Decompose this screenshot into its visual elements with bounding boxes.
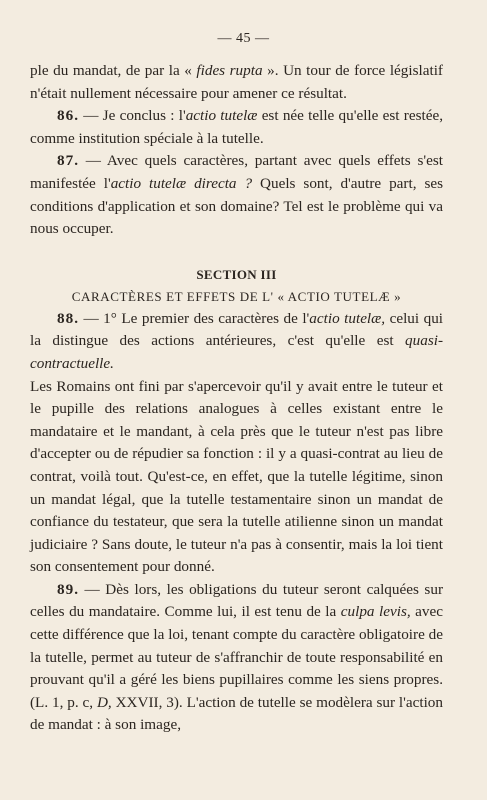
- text-run: avec cette différence que la loi, tenant compte du caractère obligatoire de la tutelle, permet au tuteur de s'affranchir de toute responsabilité en prouvant qu'il a géré les biens pupillaires comme les siens propres. (L. 1, p. c,: [30, 603, 443, 711]
- text-run: — Avec quels caractères, partant avec quels effets s'est manifestée l': [30, 152, 443, 192]
- paragraph-88-continued: Les Romains ont fini par s'apercevoir qu'il y avait entre le tuteur et le pupille des relations analogues à celles existant entre le mandataire et le mandant, à cela près que le tuteur n'est pas libre d'accepter ou de répudier sa fonction : il y a quasi-contrat au lieu de contrat, voilà tout. Qu'est-ce, en effet, que la tutelle légitime, sinon un mandat légal, que la tutelle testamentaire sinon un mandat de confiance du testateur, que sera la tutelle atilienne sinon un mandat judiciaire ? Sans doute, le tuteur n'a pas à consentir, mais la loi tient son consentement pour donné.: [30, 377, 443, 576]
- italic-term: actio tutelæ,: [309, 309, 386, 327]
- text-run: — 1° Le premier des caractères de l': [78, 309, 310, 327]
- text-run: celui qui la distingue des actions antérieures, c'est qu'elle est: [30, 309, 444, 350]
- text-run: ple du mandat, de par la «: [30, 62, 197, 79]
- paragraph-number: 88.: [57, 309, 79, 327]
- italic-term: fides rupta: [196, 62, 263, 79]
- text-run: Quels sont, d'autre part, ses conditions d'application et son domaine? Tel est le problème qui va nous occuper.: [30, 174, 444, 238]
- italic-term: actio tutelæ directa ?: [110, 174, 253, 192]
- paragraph-number: 87.: [57, 152, 79, 170]
- italic-term: D,: [96, 693, 112, 711]
- text-run: — Je conclus : l': [78, 107, 186, 125]
- text-run: XXVII, 3). L'action de tutelle se modèlera sur l'action de mandat : à son image,: [30, 693, 443, 734]
- italic-term: quasi-contractuelle.: [30, 332, 443, 372]
- paragraph-88: [30, 308, 443, 376]
- paragraph-87: [30, 150, 443, 240]
- section-subheading: CARACTÈRES ET EFFETS DE L' « ACTIO TUTELÆ »: [71, 288, 402, 304]
- italic-term: culpa levis,: [340, 603, 411, 621]
- text-run: ». Un tour de force législatif n'était nullement nécessaire pour amener ce résultat.: [30, 62, 443, 102]
- page-number: — 45 —: [217, 31, 270, 46]
- text-run: est née telle qu'elle est restée, comme institution spéciale à la tutelle.: [30, 107, 443, 147]
- italic-term: actio tutelæ: [185, 107, 258, 125]
- body-text: [30, 60, 443, 737]
- paragraph-number: 89.: [57, 580, 79, 598]
- paragraph-89: [30, 579, 443, 737]
- section-heading: SECTION III: [196, 266, 277, 282]
- paragraph-number: 86.: [57, 107, 79, 125]
- paragraph-continuation: [30, 60, 443, 105]
- text-run: — Dès lors, les obligations du tuteur seront calquées sur celles du mandataire. Comme lui, il est tenu de la: [30, 580, 443, 621]
- paragraph-86: [30, 105, 443, 150]
